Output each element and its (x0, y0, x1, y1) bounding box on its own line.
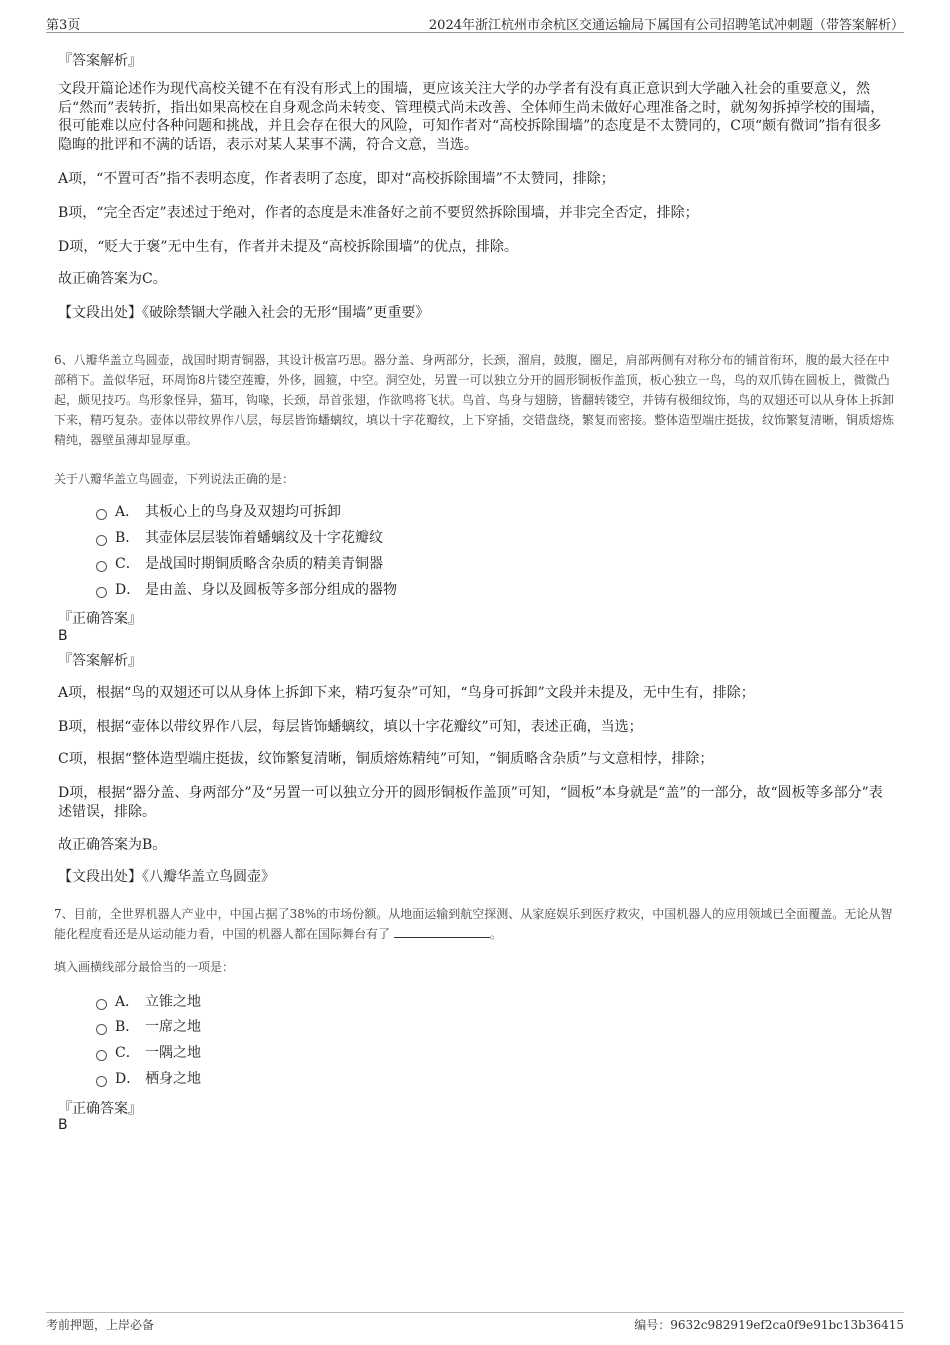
page-header (46, 12, 904, 33)
q6-passage: 6、八瓣华盖立鸟圆壶，战国时期青铜器，其设计极富巧思。器分盖、身两部分，长颈，溜肩，鼓腹，圈足，肩部两侧有对称分布的铺首衔环，腹的最大径在中部稍下。盖似华冠，环周饰8片镂空莲瓣，外侈，圆箍，中空。洞空处，另置一可以独立分开的圆形铜板作盖顶，板心独立一鸟，鸟的双爪铸在圆板上，微微凸起，颇见技巧。鸟形象怪异，猫耳，钩喙，长颈，昂首张翅，作欲鸣将飞状。鸟首、鸟身与翅膀，皆翻转镂空，并铸有极细纹饰，鸟的双翅还可以从身体上拆卸下来，精巧复杂。壶体以带纹界作八层，每层皆饰蟠螭纹，填以十字花瓣纹，上下穿插，交错盘绕，繁复而密接。整体造型端庄挺拔，纹饰繁复清晰，铜质熔炼精纯，器壁虽薄却显厚重。 (54, 353, 895, 447)
q7-prompt: 填入画横线部分最恰当的一项是： (54, 960, 235, 974)
q6-option-a-analysis: A项，根据“鸟的双翅还可以从身体上拆卸下来，精巧复杂”可知，“鸟身可拆卸”文段并未提及，无中生有，排除； (58, 685, 755, 701)
option-letter: C． (115, 556, 140, 572)
option-letter: D． (115, 1071, 141, 1087)
option-letter: B． (115, 1019, 140, 1035)
q6-option-b[interactable] (96, 528, 383, 548)
q7-option-c[interactable] (96, 1043, 201, 1063)
q6-option-d-analysis: D项，根据“器分盖、身两部分”及“另置一可以独立分开的圆形铜板作盖顶”可知，“圆板”本身就是“盖”的一部分，故“圆板等多部分”表述错误，排除。 (58, 785, 883, 820)
option-text: 其壶体层层装饰着蟠螭纹及十字花瓣纹 (145, 530, 383, 546)
radio-icon[interactable] (96, 535, 107, 546)
q5-analysis-label: 『答案解析』 (58, 53, 142, 69)
q7-correct-label: 『正确答案』 (58, 1101, 142, 1117)
q6-prompt: 关于八瓣华盖立鸟圆壶，下列说法正确的是： (54, 472, 295, 486)
q7-option-a[interactable] (96, 992, 201, 1012)
option-text: 立锥之地 (145, 994, 201, 1010)
footer-slogan: 考前押题，上岸必备 (46, 1318, 155, 1332)
page-footer (46, 1312, 904, 1332)
q5-analysis-text: 文段开篇论述作为现代高校关键不在有没有形式上的围墙，更应该关注大学的办学者有没有真正意识到大学融入社会的重要意义，然后“然而”表转折，指出如果高校在自身观念尚未转变、管理模式尚未改善、全体师生尚未做好心理准备之时，就匆匆拆掉学校的围墙，很可能难以应付各种问题和挑战，并且会存在很大的风险，可知作者对“高校拆除围墙”的态度是不太赞同的，C项“颇有微词”指有很多隐晦的批评和不满的话语，表示对某人某事不满，符合文意，当选。 (58, 81, 885, 153)
q7-correct-answer: B (58, 1117, 68, 1133)
fill-in-blank (394, 925, 490, 938)
page-number: 第3页 (46, 18, 81, 33)
q5-option-a-analysis: A项，“不置可否”指不表明态度，作者表明了态度，即对“高校拆除围墙”不太赞同，排除； (58, 171, 615, 187)
option-text: 一席之地 (145, 1019, 201, 1035)
radio-icon[interactable] (96, 509, 107, 520)
document-code: 编号：9632c982919ef2ca0f9e91bc13b36415 (634, 1318, 904, 1332)
q5-source: 【文段出处】《破除禁锢大学融入社会的无形“围墙”更重要》 (58, 305, 430, 321)
q6-correct-answer: B (58, 628, 68, 644)
radio-icon[interactable] (96, 999, 107, 1010)
option-text: 是战国时期铜质略含杂质的精美青铜器 (145, 556, 383, 572)
option-letter: A． (115, 504, 140, 520)
radio-icon[interactable] (96, 561, 107, 572)
option-letter: C． (115, 1045, 140, 1061)
q5-option-b-analysis: B项，“完全否定”表述过于绝对，作者的态度是未准备好之前不要贸然拆除围墙，并非完全否定，排除； (58, 205, 699, 221)
q6-analysis-label: 『答案解析』 (58, 653, 142, 669)
q7-passage-end: 。 (489, 927, 502, 941)
q7-option-b[interactable] (96, 1017, 201, 1037)
q5-option-d-analysis: D项，“贬大于褒”无中生有，作者并未提及“高校拆除围墙”的优点，排除。 (58, 239, 518, 255)
q7-passage (54, 904, 896, 944)
q7-passage-text: 7、目前，全世界机器人产业中，中国占据了38%的市场份额。从地面运输到航空探测、从家庭娱乐到医疗救灾，中国机器人的应用领域已全面覆盖。无论从智能化程度看还是从运动能力看，中国的机器人都在国际舞台有了 (54, 907, 893, 941)
radio-icon[interactable] (96, 587, 107, 598)
q6-correct-label: 『正确答案』 (58, 611, 142, 627)
q6-option-b-analysis: B项，根据“壶体以带纹界作八层，每层皆饰蟠螭纹，填以十字花瓣纹”可知，表述正确，当选； (58, 719, 643, 735)
q6-source: 【文段出处】《八瓣华盖立鸟圆壶》 (58, 869, 275, 885)
q6-conclusion: 故正确答案为B。 (58, 837, 167, 853)
q6-option-d[interactable] (96, 580, 397, 600)
option-letter: D． (115, 582, 141, 598)
q6-option-c-analysis: C项，根据“整体造型端庄挺拔，纹饰繁复清晰，铜质熔炼精纯”可知，“铜质略含杂质”与文意相悖，排除； (58, 751, 714, 767)
q7-option-d[interactable] (96, 1069, 201, 1089)
q6-option-a[interactable] (96, 502, 341, 522)
radio-icon[interactable] (96, 1024, 107, 1035)
document-title: 2024年浙江杭州市余杭区交通运输局下属国有公司招聘笔试冲刺题（带答案解析） (428, 18, 904, 33)
option-text: 是由盖、身以及圆板等多部分组成的器物 (145, 582, 397, 598)
option-text: 栖身之地 (145, 1071, 201, 1087)
q5-conclusion: 故正确答案为C。 (58, 271, 167, 287)
option-text: 一隅之地 (145, 1045, 201, 1061)
radio-icon[interactable] (96, 1076, 107, 1087)
option-letter: B． (115, 530, 140, 546)
q6-option-c[interactable] (96, 554, 383, 574)
radio-icon[interactable] (96, 1050, 107, 1061)
option-letter: A． (115, 994, 140, 1010)
option-text: 其板心上的鸟身及双翅均可拆卸 (145, 504, 341, 520)
